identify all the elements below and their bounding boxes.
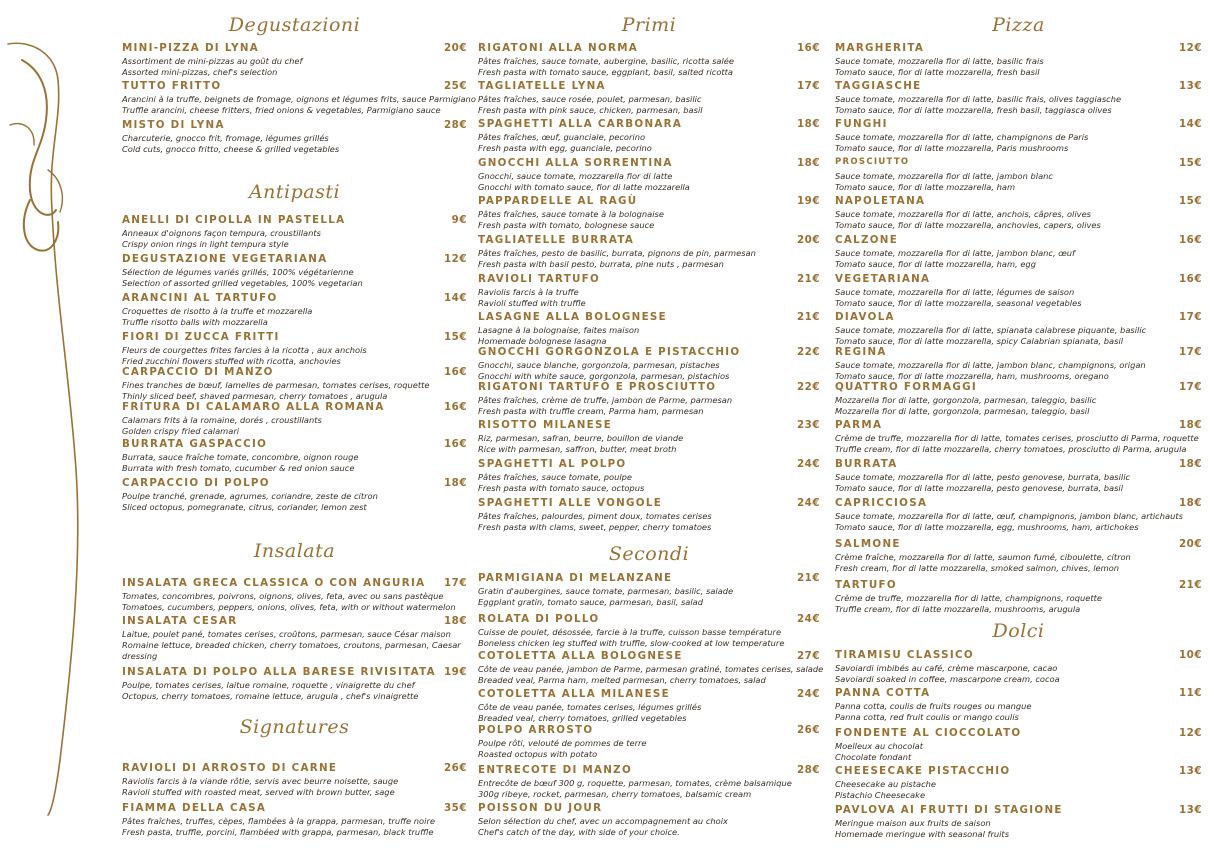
dish-name: FIORI DI ZUCCA FRITTI xyxy=(122,331,280,343)
dish-name: POISSON DU JOUR xyxy=(478,802,603,814)
dish-description-en: Golden crispy fried calamari xyxy=(122,426,240,436)
dish-description-en: Thinly sliced beef, shaved parmesan, cherry tomatoes , arugula xyxy=(122,391,388,401)
dish-name: CARPACCIO DI MANZO xyxy=(122,366,274,378)
dish-description-fr: Pâtes fraîches, œuf, guanciale, pecorino xyxy=(478,132,646,142)
dish-description-fr: Gratin d'aubergines, sauce tomate, parmesan, basilic, salade xyxy=(478,586,734,596)
dish-description-fr: Pâtes fraîches, palourdes, piment doux, tomates cerises xyxy=(478,511,712,521)
dish-price: 18€ xyxy=(797,118,820,130)
dish-price: 35€ xyxy=(444,802,467,814)
dish-name: DIAVOLA xyxy=(835,311,895,323)
dish-description-fr: Calamars frits à la romaine, dorés , croustillants xyxy=(122,415,322,425)
dish-description-fr: Charcuterie, gnocco frit, fromage, légumes grillés xyxy=(122,133,329,143)
dish-description-en: Tomato sauce, fior di latte mozzarella, fresh basil xyxy=(835,67,1040,77)
dish-price: 17€ xyxy=(1179,381,1202,393)
dish-name: ARANCINI AL TARTUFO xyxy=(122,292,278,304)
dish-description-fr: Cheesecake au pistache xyxy=(835,779,937,789)
dish-description-en: Tomato sauce, fior di latte mozzarella, egg, mushrooms, ham, artichokes xyxy=(835,522,1139,532)
dish-description-fr: Sauce tomate, mozzarella fior di latte, anchois, câpres, olives xyxy=(835,209,1092,219)
dish-name: SALMONE xyxy=(835,538,901,550)
dish-description-fr: Moelleux au chocolat xyxy=(835,741,924,751)
dish-description-fr: Tomates, concombres, poivrons, oignons, olives, feta, avec ou sans pastèque xyxy=(122,591,444,601)
dish-description-en: Savoiardi soaked in coffee, mascarpone cream, cocoa xyxy=(835,674,1060,684)
dish-description-en: Tomato sauce, fior di latte mozzarella, fresh basil, taggiasca olives xyxy=(835,105,1112,115)
dish-price: 27€ xyxy=(797,650,820,662)
dish-description-fr: Sauce tomate, mozzarella fior di latte, jambon blanc, œuf xyxy=(835,248,1075,258)
dish-description-fr: Côte de veau panée, jambon de Parme, parmesan gratiné, tomates cerises, salade xyxy=(478,664,824,674)
dish-price: 19€ xyxy=(444,666,467,678)
dish-name: TAGLIATELLE LYNA xyxy=(478,80,606,92)
dish-description-en: Mozzarella fior di latte, gorgonzola, parmesan, taleggio, basil xyxy=(835,406,1090,416)
dish-description-fr: Sauce tomate, mozzarella fior di latte, spianata calabrese piquante, basilic xyxy=(835,325,1147,335)
dish-description-en: Rice with parmesan, saffron, butter, meat broth xyxy=(478,444,677,454)
dish-price: 13€ xyxy=(1179,804,1202,816)
dish-description-fr: Burrata, sauce fraîche tomate, concombre, oignon rouge xyxy=(122,452,359,462)
section-title-antipasti: Antipasti xyxy=(248,181,341,203)
dish-price: 24€ xyxy=(797,613,820,625)
dish-name: COTOLETTA ALLA BOLOGNESE xyxy=(478,650,683,662)
dish-name: TARTUFO xyxy=(835,579,897,591)
dish-price: 17€ xyxy=(444,577,467,589)
dish-description-fr: Pâtes fraîches, pesto de basilic, burrata, pignons de pin, parmesan xyxy=(478,248,756,258)
dish-description-fr: Poulpe rôti, velouté de pommes de terre xyxy=(478,738,647,748)
dish-description-fr: Laitue, poulet pané, tomates cerises, croûtons, parmesan, sauce César maison xyxy=(122,629,451,639)
dish-description-en: 300g ribeye, rocket, parmesan, cherry tomatoes, balsamic cream xyxy=(478,789,752,799)
dish-description-fr: Pâtes fraîches, sauce rosée, poulet, parmesan, basilic xyxy=(478,94,702,104)
dish-description-fr: Crème de truffe, mozzarella fior di latte, champignons, roquette xyxy=(835,593,1102,603)
dish-description-fr: Meringue maison aux fruits de saison xyxy=(835,818,991,828)
section-title-pizza: Pizza xyxy=(992,14,1045,36)
dish-description-fr: Crème fraîche, mozzarella fior di latte, saumon fumé, ciboulette, citron xyxy=(835,552,1131,562)
dish-description-en: Gnocchi with tomato sauce, fior di latte mozzarella xyxy=(478,182,690,192)
dish-description-en: Tomato sauce, fior di latte mozzarella, ham, mushrooms, oregano xyxy=(835,371,1109,381)
dish-description-fr: Pâtes fraîches, truffes, cèpes, flambées à la grappa, parmesan, truffe noire xyxy=(122,816,435,826)
dish-description-en: Fresh pasta with egg, guanciale, pecorino xyxy=(478,143,652,153)
dish-description-fr: Fleurs de courgettes frites farcies à la ricotta , aux anchois xyxy=(122,345,367,355)
dish-price: 28€ xyxy=(444,119,467,131)
dish-name: QUATTRO FORMAGGI xyxy=(835,381,977,393)
dish-price: 16€ xyxy=(444,401,467,413)
dish-description-fr: Sauce tomate, mozzarella fior di latte, jambon blanc, champignons, origan xyxy=(835,360,1146,370)
dish-description-en: Panna cotta, red fruit coulis or mango coulis xyxy=(835,712,1019,722)
dish-description-en: Romaine lettuce, breaded chicken, cherry tomatoes, croutons, parmesan, Caesar dressing xyxy=(122,640,461,662)
dish-description-fr: Pâtes fraîches, sauce tomate à la bolognaise xyxy=(478,209,664,219)
dish-price: 19€ xyxy=(797,195,820,207)
dish-description-fr: Fines tranches de bœuf, lamelles de parmesan, tomates cerises, roquette xyxy=(122,380,430,390)
dish-description-fr: Sauce tomate, mozzarella fior di latte, champignons de Paris xyxy=(835,132,1089,142)
dish-name: COTOLETTA ALLA MILANESE xyxy=(478,688,670,700)
dish-price: 18€ xyxy=(444,615,467,627)
dish-name: MINI-PIZZA DI LYNA xyxy=(122,42,260,54)
dish-price: 17€ xyxy=(797,80,820,92)
dish-name: INSALATA DI POLPO ALLA BARESE RIVISITATA xyxy=(122,666,436,678)
dish-name: GNOCCHI GORGONZOLA E PISTACCHIO xyxy=(478,346,741,358)
dish-description-fr: Cuisse de poulet, désossée, farcie à la truffe, cuisson basse température xyxy=(478,627,782,637)
dish-price: 15€ xyxy=(1179,157,1202,169)
dish-description-en: Fresh pasta, truffle, porcini, flambéed with grappa, parmesan, black truffle xyxy=(122,827,434,837)
dish-description-fr: Sauce tomate, mozzarella fior di latte, œuf, champignons, jambon blanc, artichauts xyxy=(835,511,1183,521)
dish-name: PAPPARDELLE AL RAGÙ xyxy=(478,195,638,207)
dish-price: 16€ xyxy=(444,366,467,378)
dish-description-en: Tomato sauce, fior di latte mozzarella, spicy Calabrian spianata, basil xyxy=(835,336,1124,346)
dish-description-en: Tomato sauce, fior di latte mozzarella, seasonal vegetables xyxy=(835,298,1082,308)
lyna-logo xyxy=(0,0,110,861)
dish-description-en: Truffle arancini, cheese fritters, fried onions & vegetables, Parmigiano sauce xyxy=(122,105,441,115)
dish-name: SPAGHETTI ALLA CARBONARA xyxy=(478,118,683,130)
dish-price: 26€ xyxy=(444,762,467,774)
dish-description-en: Gnocchi with white sauce, gorgonzola, parmesan, pistachios xyxy=(478,371,730,381)
dish-description-fr: Selon sélection du chef, avec un accompagnement au choix xyxy=(478,816,728,826)
dish-description-fr: Sauce tomate, mozzarella fior di latte, pesto genovese, burrata, basilic xyxy=(835,472,1131,482)
section-title-secondi: Secondi xyxy=(608,543,690,565)
dish-description-fr: Poulpe tranché, grenade, agrumes, coriandre, zeste de citron xyxy=(122,491,378,501)
dish-price: 24€ xyxy=(797,458,820,470)
dish-description-en: Ravioli stuffed with roasted meat, served with brown butter, sage xyxy=(122,787,395,797)
dish-name: FRITURA DI CALAMARO ALLA ROMANA xyxy=(122,401,385,413)
dish-name: SPAGHETTI ALLE VONGOLE xyxy=(478,497,663,509)
dish-price: 16€ xyxy=(1179,273,1202,285)
dish-description-en: Fresh pasta with pink sauce, chicken, parmesan, basil xyxy=(478,105,703,115)
dish-description-en: Homemade meringue with seasonal fruits xyxy=(835,829,1010,839)
dish-price: 13€ xyxy=(1179,765,1202,777)
svg-text:lyna: lyna xyxy=(4,840,7,841)
dish-description-fr: Pâtes fraîches, crème de truffe, jambon de Parme, parmesan xyxy=(478,395,733,405)
dish-description-en: Tomato sauce, fior di latte mozzarella, Paris mushrooms xyxy=(835,143,1069,153)
dish-description-en: Chef's catch of the day, with side of your choice. xyxy=(478,827,680,837)
dish-name: VEGETARIANA xyxy=(835,273,931,285)
dish-price: 11€ xyxy=(1179,687,1202,699)
dish-description-en: Tomato sauce, fior di latte mozzarella, pesto genovese, burrata, basil xyxy=(835,483,1124,493)
dish-description-fr: Croquettes de risotto à la truffe et mozzarella xyxy=(122,306,313,316)
dish-price: 13€ xyxy=(1179,80,1202,92)
section-title-primi: Primi xyxy=(621,14,677,36)
dish-price: 20€ xyxy=(444,42,467,54)
dish-price: 21€ xyxy=(797,572,820,584)
dish-description-en: Tomato sauce, fior di latte mozzarella, ham, egg xyxy=(835,259,1036,269)
dish-description-en: Assorted mini-pizzas, chef's selection xyxy=(122,67,278,77)
dish-price: 17€ xyxy=(1179,311,1202,323)
dish-description-fr: Pâtes fraîches, sauce tomate, poulpe xyxy=(478,472,633,482)
dish-description-en: Tomato sauce, fior di latte mozzarella, anchovies, capers, olives xyxy=(835,220,1101,230)
dish-price: 28€ xyxy=(797,764,820,776)
dish-description-fr: Sauce tomate, mozzarella fior di latte, basilic frais, olives taggiasche xyxy=(835,94,1122,104)
dish-name: CHEESECAKE PISTACCHIO xyxy=(835,765,1011,777)
dish-description-fr: Pâtes fraîches, sauce tomate, aubergine, basilic, ricotta salée xyxy=(478,56,735,66)
dish-description-fr: Anneaux d'oignons façon tempura, croustillants xyxy=(122,228,321,238)
dish-description-en: Cold cuts, gnocco fritto, cheese & grilled vegetables xyxy=(122,144,340,154)
dish-price: 17€ xyxy=(1179,346,1202,358)
dish-name: TIRAMISU CLASSICO xyxy=(835,649,974,661)
dish-name: POLPO ARROSTO xyxy=(478,724,594,736)
dish-description-en: Boneless chicken leg stuffed with truffle, slow-cooked at low temperature xyxy=(478,638,785,648)
dish-description-en: Truffle cream, fior di latte mozzarella, cherry tomatoes, prosciutto di Parma, arugula xyxy=(835,444,1187,454)
dish-description-fr: Panna cotta, coulis de fruits rouges ou mangue xyxy=(835,701,1032,711)
dish-description-en: Fresh pasta with basil pesto, burrata, pine nuts , parmesan xyxy=(478,259,724,269)
dish-description-fr: Sauce tomate, mozzarella fior di latte, basilic frais xyxy=(835,56,1044,66)
dish-price: 18€ xyxy=(1179,419,1202,431)
dish-price: 16€ xyxy=(797,42,820,54)
dish-price: 10€ xyxy=(1179,649,1202,661)
dish-name: REGINA xyxy=(835,346,887,358)
dish-description-en: Fried zucchini flowers stuffed with ricotta, anchovies xyxy=(122,356,341,366)
section-title-insalata: Insalata xyxy=(253,540,336,562)
dish-description-en: Truffle cream, fior di latte mozzarella, mushrooms, arugula xyxy=(835,604,1081,614)
dish-description-en: Breaded veal, cherry tomatoes, grilled vegetables xyxy=(478,713,687,723)
dish-name: PANNA COTTA xyxy=(835,687,931,699)
dish-description-en: Tomato sauce, fior di latte mozzarella, ham xyxy=(835,182,1016,192)
dish-name: FONDENTE AL CIOCCOLATO xyxy=(835,727,1022,739)
dish-name: RIGATONI ALLA NORMA xyxy=(478,42,639,54)
dish-name: FUNGHI xyxy=(835,118,888,130)
dish-price: 9€ xyxy=(451,214,467,226)
dish-name: PARMA xyxy=(835,419,883,431)
dish-description-en: Burrata with fresh tomato, cucumber & red onion sauce xyxy=(122,463,355,473)
dish-description-fr: Savoiardi imbibés au café, crème mascarpone, cacao xyxy=(835,663,1058,673)
dish-price: 12€ xyxy=(444,253,467,265)
dish-name: INSALATA CESAR xyxy=(122,615,238,627)
dish-description-fr: Assortiment de mini-pizzas au goût du chef xyxy=(122,56,303,66)
dish-name: ROLATA DI POLLO xyxy=(478,613,600,625)
dish-name: GNOCCHI ALLA SORRENTINA xyxy=(478,157,673,169)
dish-name: PROSCIUTTO xyxy=(835,157,910,167)
dish-price: 14€ xyxy=(1179,118,1202,130)
dish-description-en: Selection of assorted grilled vegetables, 100% vegetarian xyxy=(122,278,363,288)
dish-price: 21€ xyxy=(1179,579,1202,591)
dish-name: TAGLIATELLE BURRATA xyxy=(478,234,635,246)
dish-price: 21€ xyxy=(797,273,820,285)
dish-description-fr: Crème de truffe, mozzarella fior di latte, tomates cerises, prosciutto di Parma, roquette xyxy=(835,433,1199,443)
dish-name: TUTTO FRITTO xyxy=(122,80,222,92)
dish-price: 24€ xyxy=(797,688,820,700)
dish-description-fr: Raviolis farcis à la viande rôtie, servis avec beurre noisette, sauge xyxy=(122,776,399,786)
dish-name: RIGATONI TARTUFO E PROSCIUTTO xyxy=(478,381,717,393)
dish-description-fr: Arancini à la truffe, beignets de fromage, oignons et légumes frits, sauce Parmigiano xyxy=(122,94,476,104)
dish-name: DEGUSTAZIONE VEGETARIANA xyxy=(122,253,328,265)
dish-description-en: Fresh cream, fior di latte mozzarella, smoked salmon, chives, lemon xyxy=(835,563,1120,573)
dish-price: 18€ xyxy=(1179,458,1202,470)
dish-description-fr: Sauce tomate, mozzarella fior di latte, légumes de saison xyxy=(835,287,1075,297)
dish-price: 18€ xyxy=(797,157,820,169)
dish-price: 14€ xyxy=(444,292,467,304)
dish-name: CALZONE xyxy=(835,234,899,246)
dish-description-en: Crispy onion rings in light tempura style xyxy=(122,239,289,249)
dish-name: INSALATA GRECA CLASSICA O CON ANGURIA xyxy=(122,577,426,589)
dish-price: 16€ xyxy=(1179,234,1202,246)
dish-description-en: Breaded veal, Parma ham, melted parmesan, cherry tomatoes, salad xyxy=(478,675,766,685)
dish-description-en: Truffle risotto balls with mozzarella xyxy=(122,317,268,327)
dish-description-fr: Entrecôte de bœuf 300 g, roquette, parmesan, tomates, crème balsamique xyxy=(478,778,792,788)
dish-description-fr: Riz, parmesan, safran, beurre, bouillon de viande xyxy=(478,433,684,443)
dish-description-en: Fresh pasta with tomato sauce, octopus xyxy=(478,483,645,493)
dish-price: 12€ xyxy=(1179,42,1202,54)
dish-price: 15€ xyxy=(444,331,467,343)
dish-name: LASAGNE ALLA BOLOGNESE xyxy=(478,311,667,323)
dish-description-en: Roasted octopus with potato xyxy=(478,749,598,759)
dish-name: SPAGHETTI AL POLPO xyxy=(478,458,627,470)
section-title-dolci: Dolci xyxy=(992,620,1045,642)
dish-description-en: Ravioli stuffed with truffle xyxy=(478,298,586,308)
dish-description-en: Fresh pasta with clams, sweet, pepper, cherry tomatoes xyxy=(478,522,712,532)
dish-name: PAVLOVA AI FRUTTI DI STAGIONE xyxy=(835,804,1063,816)
dish-name: BURRATA GASPACCIO xyxy=(122,438,268,450)
dish-name: MARGHERITA xyxy=(835,42,925,54)
dish-name: CAPRICCIOSA xyxy=(835,497,928,509)
dish-price: 23€ xyxy=(797,419,820,431)
dish-price: 20€ xyxy=(797,234,820,246)
dish-name: BURRATA xyxy=(835,458,898,470)
dish-description-en: Tomatoes, cucumbers, peppers, onions, olives, feta, with or without watermelon xyxy=(122,602,456,612)
dish-price: 18€ xyxy=(1179,497,1202,509)
dish-description-fr: Sauce tomate, mozzarella fior di latte, jambon blanc xyxy=(835,171,1053,181)
dish-description-en: Fresh pasta with truffle cream, Parma ham, parmesan xyxy=(478,406,704,416)
dish-name: ANELLI DI CIPOLLA IN PASTELLA xyxy=(122,214,346,226)
dish-description-en: Pistachio Cheesecake xyxy=(835,790,926,800)
dish-price: 25€ xyxy=(444,80,467,92)
dish-name: RAVIOLI TARTUFO xyxy=(478,273,601,285)
dish-price: 16€ xyxy=(444,438,467,450)
dish-name: RAVIOLI DI ARROSTO DI CARNE xyxy=(122,762,338,774)
dish-description-fr: Lasagne à la bolognaise, faites maison xyxy=(478,325,640,335)
dish-name: FIAMMA DELLA CASA xyxy=(122,802,267,814)
dish-price: 26€ xyxy=(797,724,820,736)
dish-description-fr: Poulpe, tomates cerises, laitue romaine, roquette , vinaigrette du chef xyxy=(122,680,415,690)
dish-name: RISOTTO MILANESE xyxy=(478,419,613,431)
dish-price: 24€ xyxy=(797,497,820,509)
dish-description-fr: Raviolis farcis à la truffe xyxy=(478,287,579,297)
dish-name: CARPACCIO DI POLPO xyxy=(122,477,270,489)
section-title-degustazioni: Degustazioni xyxy=(228,14,361,36)
dish-description-en: Eggplant gratin, tomato sauce, parmesan, basil, salad xyxy=(478,597,704,607)
dish-price: 12€ xyxy=(1179,727,1202,739)
dish-description-fr: Gnocchi, sauce blanche, gorgonzola, parmesan, pistaches xyxy=(478,360,720,370)
dish-description-en: Homemade bolognese lasagna xyxy=(478,336,607,346)
dish-description-en: Octopus, cherry tomatoes, romaine lettuce, arugula , chef's vinaigrette xyxy=(122,691,419,701)
dish-price: 20€ xyxy=(1179,538,1202,550)
dish-name: ENTRECOTE DI MANZO xyxy=(478,764,633,776)
dish-description-en: Sliced octopus, pomegranate, citrus, coriander, lemon zest xyxy=(122,502,367,512)
dish-name: TAGGIASCHE xyxy=(835,80,922,92)
dish-description-fr: Mozzarella fior di latte, gorgonzola, parmesan, taleggio, basilic xyxy=(835,395,1097,405)
dish-price: 22€ xyxy=(797,381,820,393)
dish-description-fr: Gnocchi, sauce tomate, mozzarella fior di latte xyxy=(478,171,673,181)
dish-name: NAPOLETANA xyxy=(835,195,926,207)
dish-price: 22€ xyxy=(797,346,820,358)
dish-description-en: Fresh pasta with tomato, bolognese sauce xyxy=(478,220,655,230)
dish-name: MISTO DI LYNA xyxy=(122,119,225,131)
dish-name: PARMIGIANA DI MELANZANE xyxy=(478,572,673,584)
section-title-signatures: Signatures xyxy=(239,716,350,738)
dish-description-fr: Sélection de légumes variés grillés, 100% végétarienne xyxy=(122,267,354,277)
dish-price: 15€ xyxy=(1179,195,1202,207)
dish-price: 21€ xyxy=(797,311,820,323)
dish-description-en: Chocolate fondant xyxy=(835,752,912,762)
dish-price: 18€ xyxy=(444,477,467,489)
dish-description-en: Fresh pasta with tomato sauce, eggplant, basil, salted ricotta xyxy=(478,67,734,77)
dish-description-fr: Côte de veau panée, tomates cerises, légumes grillés xyxy=(478,702,702,712)
